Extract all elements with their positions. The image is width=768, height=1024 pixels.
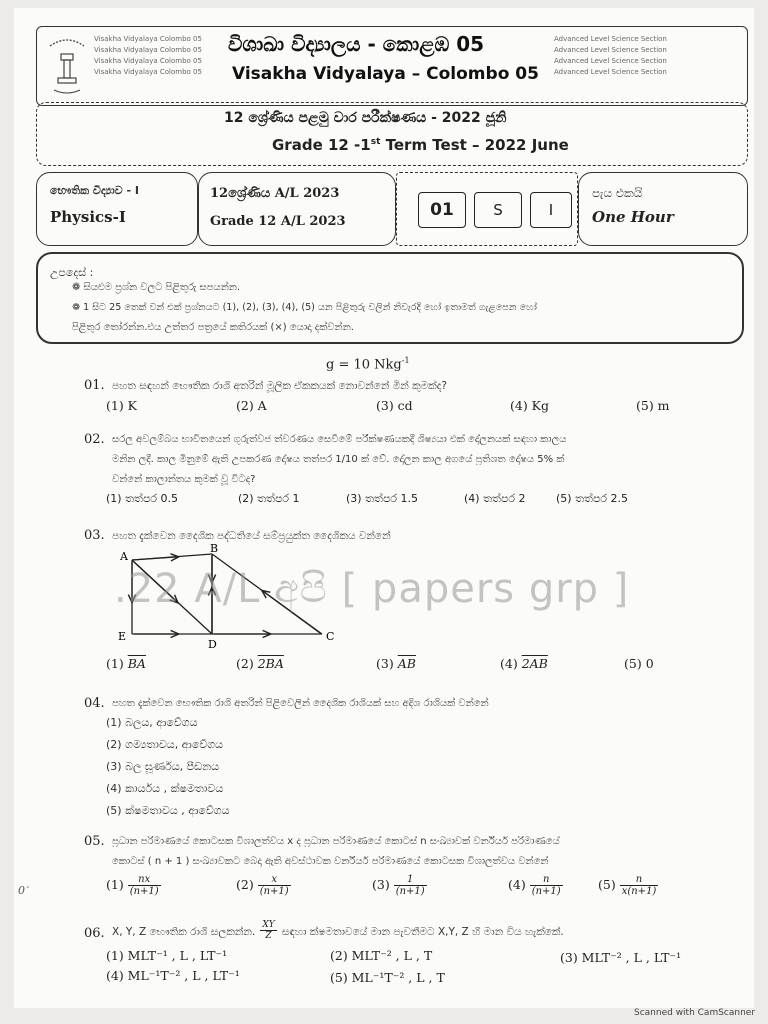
option-fraction [258, 874, 291, 897]
gravity-constant [326, 356, 410, 372]
time-en: One Hour [592, 208, 674, 226]
option-fraction [530, 874, 563, 897]
q1-option: (1) K [106, 398, 138, 413]
q6-fraction [260, 920, 276, 941]
option-number: (2) [236, 656, 254, 671]
point-label-b: B [210, 542, 219, 555]
instruction-line: ❁ සියළුම ප්‍රශ්න වලට පිළිතුරු සපයන්න. [72, 282, 241, 293]
option-fraction [620, 874, 659, 897]
q3-option [500, 656, 548, 671]
instructions-label: උපදෙස් : [50, 266, 94, 279]
grade-si: 12ශ්‍රේණිය A/L 2023 [210, 186, 340, 201]
school-name-si: විශාඛා විද්‍යාලය - කොළඹ 05 [228, 32, 485, 56]
right-stamp-line: Advanced Level Science Section [554, 35, 667, 43]
q5-option [106, 874, 161, 897]
left-stamp-line: Visakha Vidyalaya Colombo 05 [94, 68, 202, 76]
point-label-a: A [120, 550, 128, 563]
fraction-numerator: n [620, 874, 659, 886]
q2-option: (1) තත්පර 0.5 [106, 492, 179, 505]
option-number: (5) [624, 656, 642, 671]
option-vector: $\overline{AB}$ [397, 656, 416, 671]
point-label-c: C [326, 630, 335, 643]
exam-title-en-part: Term Test – 2022 June [380, 136, 569, 154]
option-number: (5) [598, 877, 616, 892]
q6-option: (4) ML⁻¹T⁻² , L , LT⁻¹ [106, 968, 240, 983]
fraction-denominator: Z [265, 931, 272, 941]
q6-text-pre: X, Y, Z භෞතික රාශි සලකන්න. [112, 926, 256, 938]
q2-text-line: මනින ලදී. කාල මිනුමේ ඇති උපකරණ දෝෂය තත්පර 1/10 ක් වේ. දෝලන කාල අගයේ ප්‍රතිශත දෝෂය 5% ක් [112, 454, 565, 465]
fraction-denominator: (n+1) [129, 886, 159, 897]
gravity-unit-exp: -1 [401, 356, 410, 365]
q6-number: 06. [84, 926, 105, 941]
q5-option [236, 874, 291, 897]
q2-text-line: සරල අවලම්බය භාවිතයෙන් ගුරුත්වජ ත්වරණය සෙවීමේ පරීක්ෂණයකදී ශිෂ්‍යයා එක් දෝලනයක් සඳහා කාලය [112, 434, 567, 445]
q2-option: (4) තත්පර 2 [464, 492, 526, 505]
exam-title-en-sup: st [370, 137, 381, 147]
fraction-numerator: n [530, 874, 563, 886]
watermark-text: .22 A/L අපි [ papers grp ] [114, 566, 630, 612]
q4-option: (2) ගම්‍යතාවය, ආවේගය [106, 738, 223, 751]
point-label-e: E [118, 630, 127, 643]
right-stamp [554, 34, 704, 78]
q1-number: 01. [84, 378, 105, 393]
right-stamp-line: Advanced Level Science Section [554, 57, 667, 65]
fraction-numerator: 1 [394, 874, 427, 886]
option-number: (3) [372, 877, 390, 892]
exam-title-en [272, 136, 569, 154]
exam-page [14, 8, 754, 1008]
q4-option: (1) බලය, ආවේගය [106, 716, 198, 729]
q6-text-post: සඳහා ක්ෂමතාවයේ මාන පැවතීමට X,Y, Z හි මාන විය හැක්කේ. [281, 926, 564, 938]
q1-option: (2) A [236, 398, 267, 413]
option-fraction [394, 874, 427, 897]
school-name-en: Visakha Vidyalaya – Colombo 05 [232, 64, 539, 84]
school-crest-icon [44, 32, 90, 98]
q3-text: පහත දැක්වෙන දෛශික පද්ධතියේ සම්ප්‍රයුක්ත දෛශිකය වන්නේ [112, 530, 391, 542]
q4-option: (5) ක්ෂමතාවය , ආවේගය [106, 804, 230, 817]
q6-text [112, 920, 564, 941]
q5-option [372, 874, 427, 897]
code-cell-2: S [474, 192, 522, 228]
q4-option: (4) කාර්යය , ක්ෂමතාවය [106, 782, 224, 795]
q2-text-line: වන්නේ කාලාන්තය කුමක් වූ විටද? [112, 474, 256, 485]
exam-title-si: 12 ශ්‍රේණිය පළමු වාර පරීක්ෂණය - 2022 ජූනි [224, 110, 507, 126]
time-si: පැය එකයි [592, 186, 643, 200]
fraction-numerator: x [258, 874, 291, 886]
grade-box [198, 172, 396, 246]
gravity-value: g = 10 Nkg [326, 357, 402, 373]
q4-option: (3) බල ඝූර්ණය, පීඩනය [106, 760, 220, 773]
q1-option: (3) cd [376, 398, 413, 413]
q2-option: (3) තත්පර 1.5 [346, 492, 419, 505]
right-stamp-line: Advanced Level Science Section [554, 68, 667, 76]
instruction-line: ❁ 1 සිට 25 තෙක් වන් එක් ප්‍රශ්නයට (1), (2), (3), (4), (5) යන පිළිතුරු වලින් නිවැරදි හෝ ඉතාමත් ගැළපෙන හෝ [72, 302, 537, 313]
option-number: (1) [106, 877, 124, 892]
instruction-line: පිළිතුර තෝරන්න.එය උත්තර පත්‍රයේ කතිරයක් (×) යොදා දක්වන්න. [72, 322, 354, 333]
q6-option: (1) MLT⁻¹ , L , LT⁻¹ [106, 948, 228, 963]
grade-en: Grade 12 A/L 2023 [210, 214, 346, 229]
option-fraction [128, 874, 161, 897]
q2-number: 02. [84, 432, 105, 447]
q3-option [376, 656, 416, 671]
q2-option: (2) තත්පර 1 [238, 492, 300, 505]
option-vector: 2BA [257, 656, 284, 671]
q4-number: 04. [84, 696, 105, 711]
q5-text-line: කොටස් ( n + 1 ) සංඛ්‍යාවකට බෙදා ඇති අවස්ථාවක වර්නියර් පරිමාණයේ කොටසක විශාලත්වය වන්නේ [112, 856, 549, 867]
q6-option: (2) MLT⁻² , L , T [330, 948, 433, 963]
fraction-denominator: (n+1) [259, 886, 289, 897]
fraction-denominator: (n+1) [531, 886, 561, 897]
exam-title-en-part: Grade 12 -1 [272, 136, 371, 154]
q5-option [508, 874, 563, 897]
option-number: (4) [508, 877, 526, 892]
q2-option: (5) තත්පර 2.5 [556, 492, 629, 505]
option-number: (2) [236, 877, 254, 892]
q3-option [624, 656, 654, 671]
right-stamp-line: Advanced Level Science Section [554, 46, 667, 54]
option-vector: 0 [645, 656, 654, 671]
q5-text-line: ප්‍රධාන පරිමාණයේ කොටසක විශාලත්වය x ද ප්‍රධාන පරිමාණයේ කොටස් n සංඛ්‍යාවක් වර්නියර් පරිමාණයේ [112, 836, 560, 847]
fraction-numerator: XY [262, 920, 275, 930]
scanner-footer: Scanned with CamScanner [634, 1008, 756, 1018]
q5-option [598, 874, 658, 897]
q3-number: 03. [84, 528, 105, 543]
q3-option [236, 656, 284, 671]
left-stamp-line: Visakha Vidyalaya Colombo 05 [94, 35, 202, 43]
left-stamp [94, 34, 226, 78]
code-cell-3: I [530, 192, 572, 228]
left-stamp-line: Visakha Vidyalaya Colombo 05 [94, 46, 202, 54]
code-cell-1: 01 [418, 192, 466, 228]
margin-mark: 0་ [18, 884, 28, 897]
q6-option: (5) ML⁻¹T⁻² , L , T [330, 970, 445, 985]
left-stamp-line: Visakha Vidyalaya Colombo 05 [94, 57, 202, 65]
q1-option: (4) Kg [510, 398, 550, 413]
q1-text: පහත සඳහන් භෞතික රාශි අතරින් මූලික ඒකකයක් නොවන්නේ මින් කුමක්ද? [112, 380, 447, 392]
option-number: (1) [106, 656, 124, 671]
fraction-denominator: (n+1) [395, 886, 425, 897]
option-number: (3) [376, 656, 394, 671]
fraction-numerator: nx [128, 874, 161, 886]
fraction-denominator: x(n+1) [621, 886, 657, 897]
q4-text: පහත දැක්වෙන භෞතික රාශි අතරින් පිළිවෙලින් දෛශික රාශියක් සහ අදිශ රාශියක් වන්නේ [112, 698, 489, 709]
point-label-d: D [208, 638, 217, 651]
q6-option: (3) MLT⁻² , L , LT⁻¹ [560, 950, 682, 965]
subject-si: භෞතික විද්‍යාව - I [50, 184, 140, 197]
q3-option [106, 656, 146, 671]
q1-option: (5) m [636, 398, 670, 413]
subject-en: Physics-I [50, 208, 126, 226]
option-vector: $\overline{BA}$ [127, 656, 146, 671]
q5-number: 05. [84, 834, 105, 849]
option-vector: 2AB [521, 656, 548, 671]
option-number: (4) [500, 656, 518, 671]
